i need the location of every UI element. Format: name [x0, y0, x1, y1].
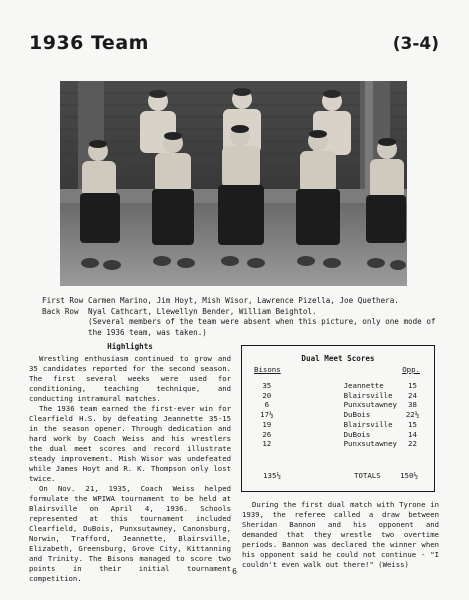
score-row [250, 420, 428, 430]
back-row-label: Back Row [42, 306, 79, 316]
totals-row [250, 471, 428, 480]
bisons-score: 6 [264, 400, 270, 410]
opponent-score: 15 [408, 381, 417, 390]
season-record: (3-4) [392, 34, 439, 54]
highlights-paragraph: Wrestling enthusiasm continued to grow and 35 candidates reported for the second season. The first several weeks were used for conditioning, teaching technique, and conducting intramural matches. [29, 354, 231, 403]
page-title: 1936 Team [29, 32, 149, 54]
opponent-name: DuBois [343, 429, 371, 439]
page-number: 6 [232, 567, 237, 576]
bisons-score: 26 [262, 429, 272, 439]
opp-column-header: Opp. [402, 365, 420, 374]
first-row-label: First Row [42, 296, 84, 305]
bisons-column-header: Bisons [254, 365, 281, 374]
opponent-score: 14 [408, 429, 417, 439]
score-row [250, 400, 428, 410]
first-row-names: Carmen Marino, Jim Hoyt, Mish Wisor, Lawrence Pizella, Joe Quethera. [88, 296, 399, 305]
highlights-paragraph: On Nov. 21, 1935, Coach Weiss helped formulate the WPIWA tournament to be held at Blairsville on April 4, 1936. Schools represented at this tournament included Clearfield, DuBois, Punxsutawney, Canonsburg, Norwin, Trafford, Jeannette, Blairsville, Elizabeth, Greensburg, Grove City, Kittanning and Trinity. The Bisons managed to score two points in their initial tournament competition. [29, 484, 231, 583]
totals-label: TOTALS [354, 471, 381, 480]
opponent-score: 15 [408, 419, 417, 429]
opponent-name: Punxsutawney [343, 439, 398, 449]
opponent-score: 24 [408, 390, 417, 400]
anecdote-paragraph: During the first dual match with Tyrone in 1939, the referee called a draw between Sheridan Bannon and his opponent and demanded that they wrestle two overtime periods. Bannon was declared the winner when his opponent said he could not continue - "I couldn't even walk out there!" (Weiss) [242, 500, 439, 569]
score-row [250, 430, 428, 440]
opponent-name: Blairsville [343, 419, 393, 429]
team-photo [60, 81, 407, 286]
scores-title: Dual Meet Scores [301, 354, 375, 363]
opponent-name: Blairsville [343, 390, 393, 400]
score-row [250, 410, 428, 420]
total-bisons: 135½ [263, 471, 281, 480]
highlights-heading: Highlights [107, 342, 153, 351]
opponent-score: 22½ [405, 410, 420, 420]
back-row-names: Nyal Cathcart, Llewellyn Bender, William Beightol. [88, 306, 317, 316]
opponent-score: 38 [408, 400, 417, 410]
bisons-score: 12 [262, 439, 272, 449]
opponent-name: Jeannette [343, 381, 384, 390]
score-row [250, 381, 428, 391]
opponent-name: DuBois [343, 410, 371, 420]
bisons-score: 35 [262, 381, 272, 390]
bisons-score: 20 [262, 390, 272, 400]
opponent-score: 22 [408, 439, 417, 449]
dual-meet-scores-box [241, 345, 435, 492]
photo-caption [42, 296, 442, 338]
bisons-score: 17½ [260, 410, 274, 420]
score-row [250, 439, 428, 449]
total-opp: 150½ [400, 471, 418, 480]
photo-note: (Several members of the team were absent when this picture, only one mode of the 1936 team, was taken.) [88, 317, 436, 337]
bisons-score: 19 [262, 419, 272, 429]
highlights-section [29, 342, 231, 584]
highlights-paragraph: The 1936 team earned the first-ever win for Clearfield H.S. by defeating Jeannette 35-15 in the season opener. Through dedication and hard work by Coach Weiss and his wrestlers the dual meet scores and record illustrate steady improvement. Mish Wisor was undefeated while James Hoyt and R. K. Thompson only lost twice. [29, 404, 231, 483]
scores-table [250, 381, 428, 449]
score-row [250, 391, 428, 401]
opponent-name: Punxsutawney [343, 400, 398, 410]
